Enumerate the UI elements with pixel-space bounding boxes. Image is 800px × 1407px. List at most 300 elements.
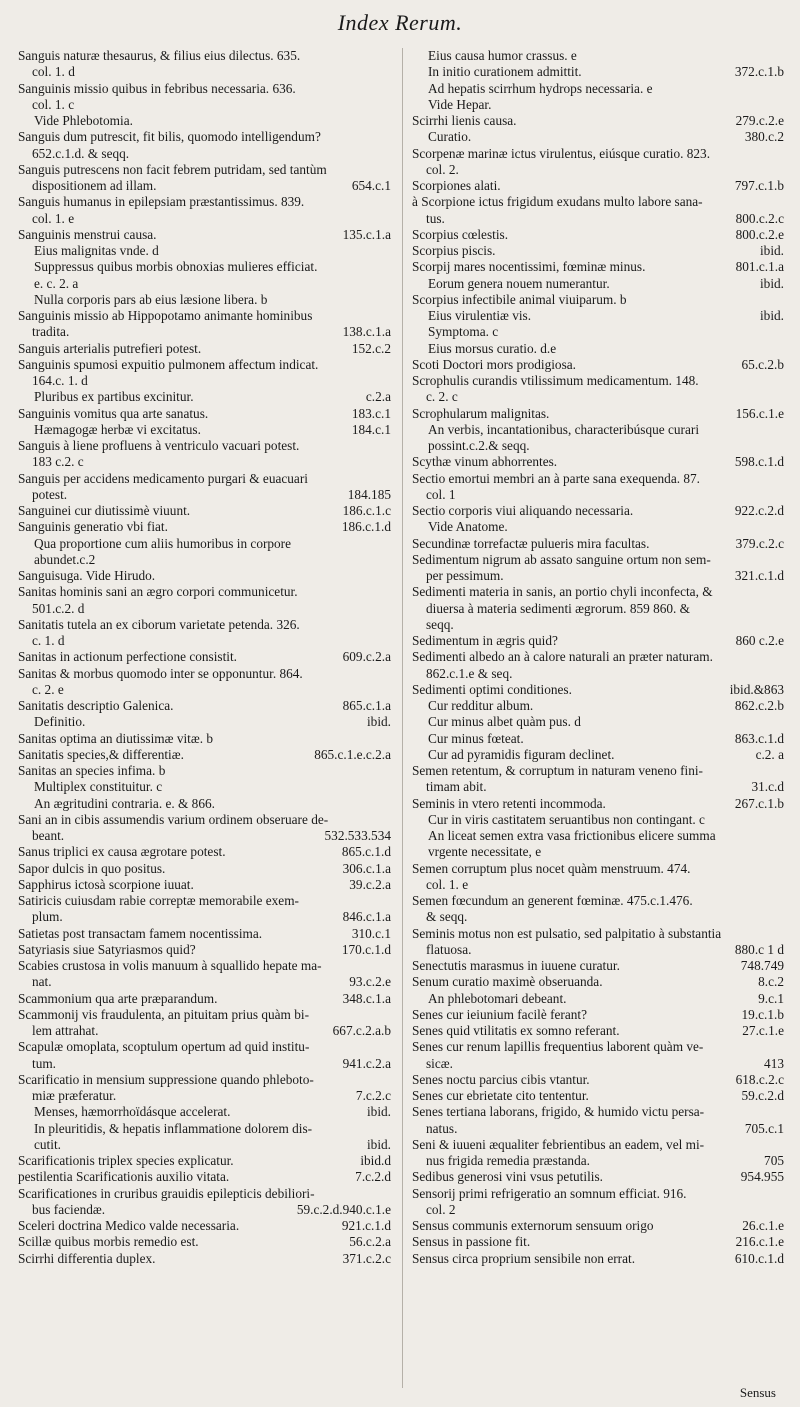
index-entry [412, 909, 786, 925]
index-entry [412, 81, 786, 97]
entry-text: Cur in viris castitatem seruantibus non contingant. c [428, 811, 705, 827]
entry-text: An liceat semen extra vasa frictionibus elicere summa [428, 828, 716, 843]
index-entry [412, 1169, 786, 1185]
entry-reference: 860 c.2.e [735, 633, 784, 648]
entry-reference: 954.955 [740, 1169, 784, 1185]
entry-text: 501.c.2. d [32, 600, 85, 616]
entry-reference: 156.c.1.e [735, 405, 784, 421]
entry-reference: 922.c.2.d [734, 503, 784, 518]
entry-text: Scarificationes in cruribus grauidis epilepticis debiliori- [18, 1185, 315, 1201]
entry-text: Seminis in vtero retenti incommoda. [412, 795, 606, 811]
entry-reference: ibid. [366, 1136, 391, 1152]
index-entry [412, 731, 786, 747]
entry-text: seqq. [426, 616, 454, 632]
index-entry [412, 698, 786, 714]
entry-text: Sedimentum nigrum ab assato sanguine ortum non sem- [412, 551, 711, 567]
index-entry [412, 194, 786, 210]
entry-text: & seqq. [426, 909, 468, 925]
index-entry [18, 471, 393, 487]
entry-reference: 65.c.2.b [741, 356, 784, 372]
entry-text: Sceleri doctrina Medico valde necessaria. [18, 1218, 240, 1233]
index-entry [18, 714, 393, 730]
entry-reference: 801.c.1.a [735, 259, 784, 275]
entry-text: Menses, hæmorrhoïdásque accelerat. [34, 1104, 231, 1120]
entry-text: col. 1. c [32, 96, 75, 112]
catchword: Sensus [739, 1385, 776, 1400]
entry-text: Scorpiones alati. [412, 178, 501, 193]
index-entry [412, 844, 786, 860]
index-entry [18, 1186, 393, 1202]
index-entry [412, 357, 786, 373]
entry-text: Sensus circa proprium sensibile non errat. [412, 1250, 636, 1266]
index-entry [18, 113, 393, 129]
index-entry [412, 714, 786, 730]
index-entry [412, 389, 786, 405]
entry-reference: 348.c.1.a [342, 990, 391, 1006]
entry-text: Scorpius piscis. [412, 243, 496, 258]
entry-text: Scillæ quibus morbis remedio est. [18, 1234, 199, 1250]
index-entry [18, 406, 393, 422]
index-entry [18, 682, 393, 698]
index-entry [412, 487, 786, 503]
index-entry [412, 162, 786, 178]
index-entry [412, 1007, 786, 1023]
left-column [18, 48, 393, 1267]
entry-text: pestilentia Scarificationis auxilio vitata. [18, 1169, 230, 1185]
index-entry [18, 1153, 393, 1169]
entry-text: c. 2. e [32, 681, 64, 697]
entry-reference: 941.c.2.a [342, 1055, 391, 1071]
entry-text: col. 1. d [32, 64, 75, 80]
entry-reference: 9.c.1 [758, 990, 784, 1006]
entry-text: timam abit. [426, 779, 487, 795]
entry-reference: 27.c.1.e [742, 1023, 784, 1038]
entry-text: Cur redditur album. [428, 698, 534, 713]
entry-reference: 321.c.1.d [734, 568, 784, 583]
index-entry [412, 1202, 786, 1218]
entry-text: Secundinæ torrefactæ pulueris mira facultas. [412, 535, 650, 551]
entry-reference: ibid. [366, 1104, 391, 1120]
entry-reference: 216.c.1.e [735, 1234, 784, 1250]
entry-reference: 31.c.d [751, 779, 784, 795]
index-entry [18, 1234, 393, 1250]
entry-reference: ibid. [366, 714, 391, 730]
entry-text: tradita. [32, 324, 70, 340]
index-entry [412, 682, 786, 698]
entry-text: Eius virulentiæ vis. [428, 308, 532, 323]
index-entry [18, 259, 393, 275]
entry-reference: 380.c.2 [744, 129, 784, 145]
entry-text: Cur minus fœteat. [428, 730, 524, 746]
entry-text: Cur ad pyramidis figuram declinet. [428, 746, 615, 762]
index-entry [412, 1023, 786, 1039]
entry-text: Sectio corporis viui aliquando necessaria. [412, 503, 634, 518]
entry-text: Satyriasis siue Satyriasmos quid? [18, 941, 196, 957]
entry-text: Sanguinei cur diutissimè viuunt. [18, 503, 191, 518]
index-entry [18, 129, 393, 145]
index-entry [412, 1121, 786, 1137]
index-entry [18, 48, 393, 64]
entry-text: nat. [32, 974, 52, 990]
index-entry [412, 471, 786, 487]
index-entry [412, 48, 786, 64]
index-entry [18, 828, 393, 844]
entry-reference: 862.c.2.b [734, 698, 784, 713]
index-entry [412, 454, 786, 470]
entry-reference: 610.c.1.d [734, 1250, 784, 1266]
entry-text: possint.c.2.& seqq. [428, 438, 530, 453]
index-entry [412, 129, 786, 145]
index-entry [18, 324, 393, 340]
index-entry [18, 698, 393, 714]
entry-reference: 267.c.1.b [734, 795, 784, 811]
entry-text: 164.c. 1. d [32, 373, 88, 388]
entry-text: Senes noctu parcius cibis vtantur. [412, 1071, 590, 1087]
index-entry [18, 454, 393, 470]
index-entry [412, 1186, 786, 1202]
index-entry [18, 162, 393, 178]
index-entry [412, 1251, 786, 1267]
entry-reference: 59.c.2.d.940.c.1.e [296, 1201, 391, 1217]
entry-text: flatuosa. [426, 941, 472, 957]
entry-text: abundet.c.2 [34, 551, 96, 567]
entry-text: Scammonium qua arte præparandum. [18, 990, 218, 1006]
index-entry [18, 178, 393, 194]
index-entry [18, 1007, 393, 1023]
index-entry [412, 584, 786, 600]
index-entry [412, 974, 786, 990]
entry-reference: 865.c.1.d [341, 844, 391, 860]
index-entry [18, 909, 393, 925]
index-entry [412, 1056, 786, 1072]
index-entry [412, 1104, 786, 1120]
entry-text: In initio curationem admittit. [428, 64, 582, 80]
entry-reference: 609.c.2.a [342, 649, 391, 665]
entry-text: Semen corruptum plus nocet quàm menstruum. 474. [412, 860, 691, 876]
index-entry [18, 1056, 393, 1072]
entry-text: Sanitas in actionum perfectione consistit. [18, 649, 237, 665]
index-entry [412, 178, 786, 194]
entry-reference: 654.c.1 [351, 178, 391, 193]
index-entry [412, 1039, 786, 1055]
entry-reference: 279.c.2.e [735, 113, 784, 128]
entry-text: Definitio. [34, 714, 86, 730]
index-entry [412, 422, 786, 438]
index-entry [412, 1088, 786, 1104]
index-entry [18, 503, 393, 519]
entry-text: Eorum genera nouem numerantur. [428, 275, 610, 291]
entry-text: 652.c.1.d. & seqq. [32, 145, 130, 161]
entry-text: Sanitas optima an diutissimæ vitæ. b [18, 730, 214, 746]
entry-text: Multiplex constituitur. c [34, 779, 163, 795]
entry-text: Sanguinis spumosi expuitio pulmonem affectum indicat. [18, 356, 319, 372]
index-entry [18, 519, 393, 535]
entry-text: Satiricis cuiusdam rabie correptæ memorabile exem- [18, 893, 299, 908]
entry-reference: 152.c.2 [351, 340, 391, 356]
index-entry [18, 146, 393, 162]
index-entry [18, 341, 393, 357]
entry-text: Scapulæ omoplata, scoptulum opertum ad quid institu- [18, 1039, 310, 1055]
entry-text: Sanitas an species infima. b [18, 763, 166, 778]
entry-text: 183 c.2. c [32, 454, 84, 470]
index-entry [18, 389, 393, 405]
entry-text: Sanguis humanus in epilepsiam præstantissimus. 839. [18, 194, 305, 210]
entry-reference: 372.c.1.b [734, 64, 784, 80]
entry-text: Eius causa humor crassus. e [428, 48, 577, 63]
entry-text: Scrophulis curandis vtilissimum medicamentum. 148. [412, 373, 699, 388]
entry-text: Seminis motus non est pulsatio, sed palpitatio à substantia [412, 925, 722, 941]
index-entry [18, 438, 393, 454]
entry-text: Scrophularum malignitas. [412, 405, 550, 421]
index-entry [412, 1072, 786, 1088]
entry-text: Scammonij vis fraudulenta, an pituitam prius quàm bi- [18, 1006, 309, 1022]
entry-reference: 705.c.1 [744, 1120, 784, 1136]
index-entry [18, 601, 393, 617]
entry-text: col. 1 [426, 486, 456, 502]
entry-reference: ibid. [759, 308, 784, 323]
entry-text: Sedimenti albedo an à calore naturali an præter naturam. [412, 649, 713, 665]
index-entry [412, 406, 786, 422]
entry-text: dispositionem ad illam. [32, 178, 157, 193]
index-entry [412, 877, 786, 893]
entry-reference: ibid. [759, 243, 784, 258]
entry-text: Sanguis naturæ thesaurus, & filius eius dilectus. 635. [18, 48, 301, 63]
entry-text: An ægritudini contraria. e. & 866. [34, 795, 215, 811]
entry-text: Suppressus quibus morbis obnoxias mulieres efficiat. [34, 259, 318, 275]
entry-text: beant. [32, 828, 65, 843]
entry-text: Scarificatio in mensium suppressione quando phleboto- [18, 1071, 314, 1087]
entry-text: Eius malignitas vnde. d [34, 243, 159, 258]
entry-reference: 618.c.2.c [735, 1071, 784, 1087]
entry-text: Sanitatis species,& differentiæ. [18, 746, 184, 762]
entry-text: diuersa à materia sedimenti ægrorum. 859 860. & [426, 600, 691, 616]
index-entry [412, 1137, 786, 1153]
index-entry [18, 276, 393, 292]
index-entry [18, 617, 393, 633]
index-entry [412, 324, 786, 340]
entry-text: e. c. 2. a [34, 275, 79, 291]
entry-reference: 863.c.1.d [734, 730, 784, 746]
entry-reference: 306.c.1.a [342, 860, 391, 876]
entry-text: Sanitatis descriptio Galenica. [18, 698, 174, 713]
index-entry [412, 812, 786, 828]
index-entry [18, 1169, 393, 1185]
entry-text: col. 1. e [426, 876, 469, 892]
index-entry [18, 1039, 393, 1055]
entry-text: Eius morsus curatio. d.e [428, 340, 557, 356]
index-entry [18, 861, 393, 877]
entry-reference: 183.c.1 [351, 405, 391, 421]
entry-text: Sedimenti materia in sanis, an portio chyli inconfecta, & [412, 584, 713, 600]
entry-text: Sanitas hominis sani an ægro corpori communicetur. [18, 584, 298, 600]
index-entry [18, 893, 393, 909]
entry-reference: 8.c.2 [758, 974, 784, 990]
index-entry [412, 861, 786, 877]
index-entry [18, 877, 393, 893]
index-entry [412, 1218, 786, 1234]
index-entry [18, 97, 393, 113]
index-entry [412, 211, 786, 227]
index-entry [412, 276, 786, 292]
entry-text: potest. [32, 486, 68, 502]
entry-text: Scorpenæ marinæ ictus virulentus, eiúsque curatio. 823. [412, 145, 711, 161]
entry-reference: c.2.a [365, 389, 391, 405]
entry-reference: 186.c.1.c [342, 503, 391, 518]
entry-text: Nulla corporis pars ab eius læsione libera. b [34, 291, 268, 307]
entry-reference: 880.c 1 d [734, 941, 784, 957]
index-entry [18, 731, 393, 747]
index-entry [18, 584, 393, 600]
entry-text: natus. [426, 1120, 458, 1136]
index-entry [412, 113, 786, 129]
index-entry [412, 633, 786, 649]
entry-text: Scorpius cœlestis. [412, 226, 509, 242]
entry-text: col. 1. e [32, 210, 75, 226]
index-entry [412, 779, 786, 795]
entry-reference: 19.c.1.b [741, 1006, 784, 1022]
index-entry [412, 649, 786, 665]
index-entry [412, 438, 786, 454]
entry-text: bus faciendæ. [32, 1201, 106, 1217]
entry-text: Sapphirus ictosà scorpione iuuat. [18, 876, 194, 892]
index-entry [18, 1121, 393, 1137]
entry-text: Vide Phlebotomia. [34, 113, 133, 128]
entry-text: Sedibus generosi vini vsus petutilis. [412, 1169, 603, 1185]
index-entry [412, 796, 786, 812]
entry-text: Sani an in cibis assumendis varium ordinem obseruare de- [18, 811, 329, 827]
index-entry [412, 1153, 786, 1169]
entry-text: Qua proportione cum aliis humoribus in corpore [34, 535, 292, 551]
entry-text: Sanguisuga. Vide Hirudo. [18, 568, 156, 583]
entry-reference: 865.c.1.a [342, 698, 391, 713]
index-entry [412, 747, 786, 763]
entry-reference: 7.c.2.c [355, 1088, 391, 1103]
index-entry [18, 211, 393, 227]
index-entry [18, 81, 393, 97]
entry-text: Cur minus albet quàm pus. d [428, 714, 581, 730]
entry-text: tus. [426, 210, 445, 226]
entry-text: sicæ. [426, 1055, 453, 1071]
entry-text: In pleuritidis, & hepatis inflammatione dolorem dis- [34, 1120, 313, 1136]
entry-text: Sectio emortui membri an à parte sana exequenda. 87. [412, 470, 700, 486]
entry-reference: 184.c.1 [351, 421, 391, 437]
index-entry [412, 146, 786, 162]
index-entry [18, 812, 393, 828]
entry-text: Senes cur renum lapillis frequentius laborent quàm ve- [412, 1039, 704, 1055]
index-entry [18, 666, 393, 682]
entry-reference: 800.c.2.c [735, 210, 784, 226]
index-entry [18, 194, 393, 210]
entry-reference: 310.c.1 [351, 925, 391, 941]
index-entry [18, 942, 393, 958]
entry-reference: 413 [764, 1055, 784, 1071]
index-entry [18, 357, 393, 373]
entry-reference: 135.c.1.a [342, 226, 391, 242]
entry-text: Sanitas & morbus quomodo inter se opponuntur. 864. [18, 665, 303, 681]
entry-reference: 184.185 [347, 486, 391, 502]
index-entry [18, 763, 393, 779]
entry-text: Symptoma. c [428, 324, 499, 340]
index-entry [18, 926, 393, 942]
right-column [412, 48, 786, 1267]
entry-reference: 39.c.2.a [349, 876, 391, 892]
index-entry [18, 552, 393, 568]
entry-text: Seni & iuueni æqualiter febrientibus an eadem, vel mi- [412, 1136, 705, 1152]
index-entry [412, 64, 786, 80]
index-entry [18, 308, 393, 324]
entry-text: à Scorpione ictus frigidum exudans multo labore sana- [412, 194, 703, 210]
entry-reference: 865.c.1.e.c.2.a [314, 746, 391, 762]
page-title: Index Rerum. [337, 10, 463, 35]
index-entry [412, 828, 786, 844]
index-entry [412, 373, 786, 389]
index-entry [412, 893, 786, 909]
entry-text: Sanus triplici ex causa ægrotare potest. [18, 844, 226, 860]
index-entry [412, 259, 786, 275]
entry-text: col. 2 [426, 1201, 456, 1217]
index-entry [412, 1234, 786, 1250]
index-entry [412, 292, 786, 308]
entry-reference: ibid. [759, 275, 784, 291]
entry-text: Satietas post transactam famem nocentissima. [18, 925, 263, 941]
entry-text: An verbis, incantationibus, characteribúsque curari [428, 421, 700, 437]
entry-text: Sanguis arterialis putrefieri potest. [18, 340, 202, 356]
entry-text: Vide Anatome. [428, 519, 508, 535]
entry-reference: 93.c.2.e [349, 974, 391, 990]
entry-reference: 26.c.1.e [742, 1218, 784, 1233]
index-entry [18, 991, 393, 1007]
entry-reference: 56.c.2.a [349, 1234, 391, 1250]
index-entry [412, 308, 786, 324]
index-entry [412, 227, 786, 243]
index-entry [412, 763, 786, 779]
entry-text: nus frigida remedia præstanda. [426, 1153, 590, 1168]
entry-text: Scirrhi differentia duplex. [18, 1250, 156, 1266]
entry-text: tum. [32, 1055, 57, 1071]
index-entry [18, 633, 393, 649]
index-entry [412, 991, 786, 1007]
index-entry [18, 779, 393, 795]
entry-text: Sedimentum in ægris quid? [412, 633, 558, 648]
entry-text: Scorpius infectibile animal viuiparum. b [412, 291, 627, 307]
entry-text: Semen retentum, & corruptum in naturam veneno fini- [412, 763, 703, 778]
index-entry [18, 373, 393, 389]
entry-reference: 138.c.1.a [342, 324, 391, 340]
index-entry [18, 422, 393, 438]
index-entry [18, 958, 393, 974]
entry-text: per pessimum. [426, 568, 504, 583]
index-entry [18, 227, 393, 243]
index-entry [412, 666, 786, 682]
entry-text: plum. [32, 909, 63, 925]
index-entry [18, 1088, 393, 1104]
entry-text: Sanguinis menstrui causa. [18, 226, 157, 242]
entry-text: Senum curatio maximè obseruanda. [412, 974, 603, 990]
entry-text: c. 2. c [426, 389, 458, 405]
entry-text: Sanguinis generatio vbi fiat. [18, 519, 168, 535]
entry-reference: 379.c.2.c [735, 535, 784, 551]
entry-reference: 667.c.2.a.b [332, 1023, 391, 1038]
index-entry [18, 1104, 393, 1120]
entry-text: Sanguis à liene profluens à ventriculo vacuari potest. [18, 438, 300, 453]
index-entry [18, 1072, 393, 1088]
entry-text: Senes quid vtilitatis ex somno referant. [412, 1023, 620, 1038]
entry-text: Vide Hepar. [428, 96, 492, 112]
entry-reference: 921.c.1.d [341, 1218, 391, 1233]
entry-text: Sensus communis externorum sensuum origo [412, 1218, 654, 1233]
entry-text: 862.c.1.e & seq. [426, 665, 513, 681]
entry-text: miæ præferatur. [32, 1088, 117, 1103]
